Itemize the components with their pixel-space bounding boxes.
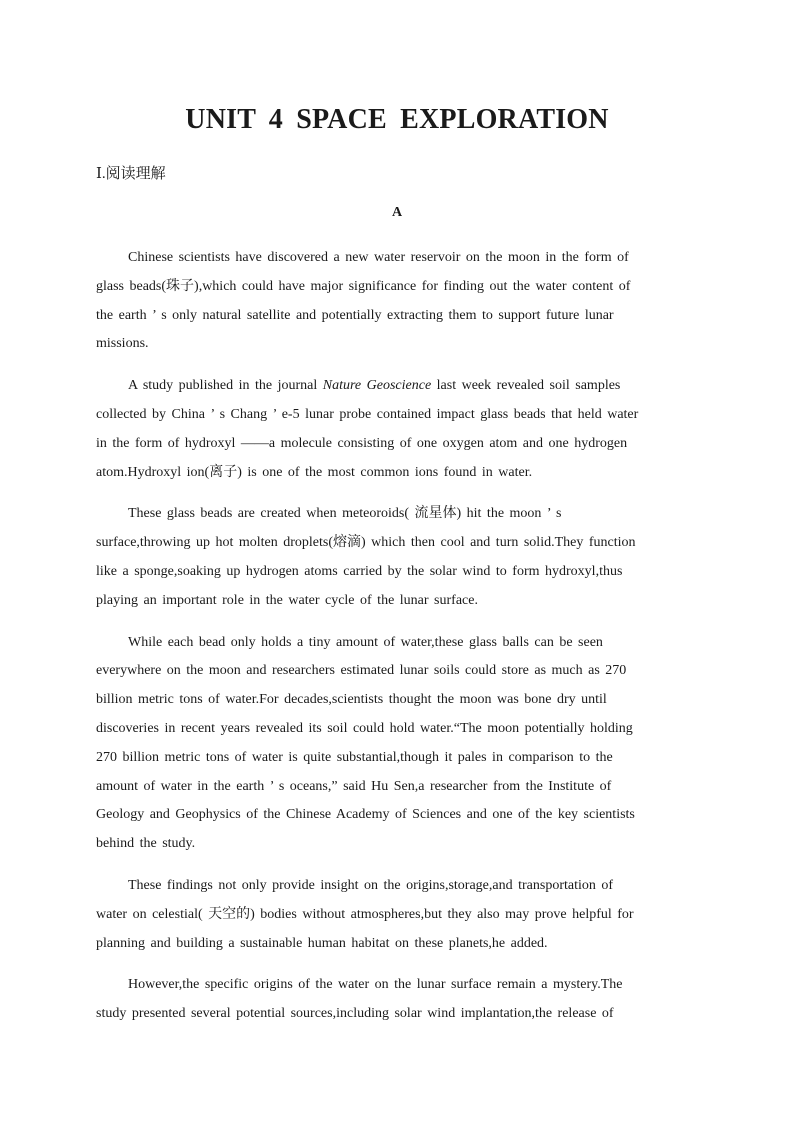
passage-label: A (391, 205, 403, 220)
passage-body (96, 244, 688, 1042)
text-line: amount of water in the earth ’ s oceans,” said Hu Sen,a researcher from the Institute of (96, 778, 612, 794)
paragraph-1 (96, 244, 688, 359)
text-line: 270 billion metric tons of water is quite substantial,though it pales in comparison to the (96, 749, 613, 765)
paragraph-4 (96, 629, 688, 859)
text-line: in the form of hydroxyl ——a molecule consisting of one oxygen atom and one hydrogen (96, 435, 628, 451)
journal-name: Nature Geoscience (322, 378, 432, 394)
text-line: Chinese scientists have discovered a new water reservoir on the moon in the form of (128, 250, 629, 265)
paragraph-5 (96, 872, 688, 958)
text-line: everywhere on the moon and researchers estimated lunar soils could store as much as 270 (96, 663, 627, 679)
text-line: glass beads(珠子),which could have major significance for finding out the water content of (96, 278, 631, 294)
text-line: like a sponge,soaking up hydrogen atoms carried by the solar wind to form hydroxyl,thus (96, 563, 623, 579)
text-line: missions. (96, 336, 149, 352)
text-line: study presented several potential sources,including solar wind implantation,the release of (96, 1006, 614, 1022)
text-line: water on celestial( 天空的) bodies without atmospheres,but they also may prove helpful for (96, 906, 634, 922)
paragraph-6 (96, 971, 688, 1029)
text-line (96, 372, 688, 401)
text-line: atom.Hydroxyl ion(离子) is one of the most common ions found in water. (96, 464, 533, 480)
text-line: playing an important role in the water cycle of the lunar surface. (96, 592, 478, 608)
text-line: However,the specific origins of the water on the lunar surface remain a mystery.The (128, 977, 623, 993)
text-line: behind the study. (96, 836, 196, 852)
text-line: discoveries in recent years revealed its soil could hold water.“The moon potentially holding (96, 720, 633, 736)
text-line: planning and building a sustainable human habitat on these planets,he added. (96, 935, 548, 951)
text-run: A study published in the journal (128, 378, 323, 394)
text-line: collected by China ’ s Chang ’ e-5 lunar probe contained impact glass beads that held water (96, 406, 639, 422)
text-line: the earth ’ s only natural satellite and potentially extracting them to support future lunar (96, 307, 614, 323)
text-line: Geology and Geophysics of the Chinese Academy of Sciences and one of the key scientists (96, 807, 635, 823)
text-line: surface,throwing up hot molten droplets(熔滴) which then cool and turn solid.They function (96, 535, 636, 551)
text-line: These glass beads are created when meteoroids( 流星体) hit the moon ’ s (128, 506, 562, 522)
paragraph-3 (96, 500, 688, 615)
section-heading: Ⅰ.阅读理解 (96, 166, 166, 182)
text-line: These findings not only provide insight on the origins,storage,and transportation of (128, 877, 614, 893)
text-run: last week revealed soil samples (431, 378, 621, 394)
page-title: UNIT 4 SPACE EXPLORATION (185, 104, 609, 135)
text-line: billion metric tons of water.For decades,scientists thought the moon was bone dry until (96, 692, 607, 708)
paragraph-2 (96, 372, 688, 487)
text-line: While each bead only holds a tiny amount of water,these glass balls can be seen (128, 634, 603, 650)
